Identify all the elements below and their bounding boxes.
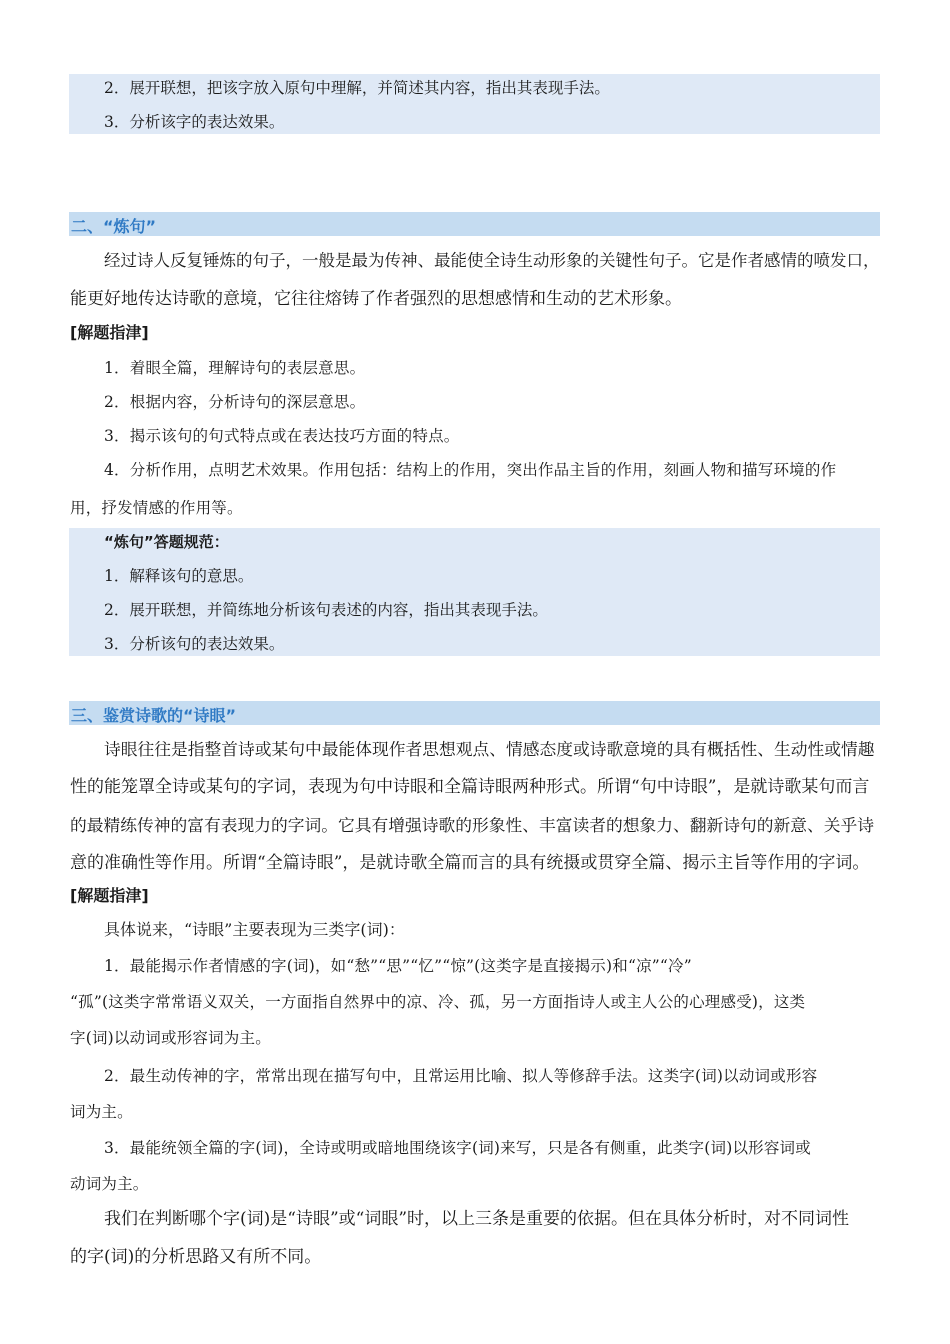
guide-item: 字(词)以动词或形容词为主。 <box>70 1029 271 1047</box>
paragraph-line: 的最精练传神的富有表现力的字词。它具有增强诗歌的形象性、丰富读者的想象力、翻新诗句的新意、关乎诗 <box>70 815 875 835</box>
guide-item: 3．揭示该句的句式特点或在表达技巧方面的特点。 <box>104 427 460 445</box>
guide-item: 用，抒发情感的作用等。 <box>70 499 243 517</box>
paragraph-line: 的字(词)的分析思路又有所不同。 <box>70 1247 322 1267</box>
paragraph-line: 诗眼往往是指整首诗或某句中最能体现作者思想观点、情感态度或诗歌意境的具有概括性、生动性或情趣 <box>104 739 875 759</box>
box-title: “炼句”答题规范： <box>104 533 229 551</box>
box-item-2: 2．展开联想，把该字放入原句中理解，并简述其内容，指出其表现手法。 <box>104 79 610 97</box>
guide-intro: 具体说来，“诗眼”主要表现为三类字(词)： <box>104 920 405 939</box>
section-heading-bar <box>69 701 880 725</box>
paragraph-line: 能更好地传达诗歌的意境，它往往熔铸了作者强烈的思想感情和生动的艺术形象。 <box>70 289 682 309</box>
box-item-3: 3．分析该字的表达效果。 <box>104 113 285 131</box>
paragraph-line: 性的能笼罩全诗或某句的字词，表现为句中诗眼和全篇诗眼两种形式。所谓“句中诗眼”，是就诗歌某句而言 <box>70 777 870 797</box>
guide-item: 4．分析作用，点明艺术效果。作用包括：结构上的作用，突出作品主旨的作用，刻画人物和描写环境的作 <box>104 461 837 479</box>
guide-item: 1．最能揭示作者情感的字(词)，如“愁”“思”“忆”“惊”(这类字是直接揭示)和“凉”“冷” <box>104 957 692 975</box>
box-item-1: 1．解释该句的意思。 <box>104 567 254 585</box>
paragraph-line: 经过诗人反复锤炼的句子，一般是最为传神、最能使全诗生动形象的关键性句子。它是作者感情的喷发口， <box>104 251 880 270</box>
guide-item: 2．最生动传神的字，常常出现在描写句中，且常运用比喻、拟人等修辞手法。这类字(词)以动词或形容 <box>104 1067 818 1085</box>
box-item-3: 3．分析该句的表达效果。 <box>104 635 285 653</box>
guide-label: [解题指津] <box>70 323 149 342</box>
box-item-2: 2．展开联想，并简练地分析该句表述的内容，指出其表现手法。 <box>104 601 548 619</box>
guide-item: 2．根据内容，分析诗句的深层意思。 <box>104 393 366 411</box>
section-heading: 三、鉴赏诗歌的“诗眼” <box>71 706 237 725</box>
guide-label: [解题指津] <box>70 886 149 905</box>
paragraph-line: 意的准确性等作用。所谓“全篇诗眼”，是就诗歌全篇而言的具有统摄或贯穿全篇、揭示主旨等作用的字词。 <box>70 853 870 873</box>
guide-item: 动词为主。 <box>70 1175 149 1193</box>
guide-item: 词为主。 <box>70 1103 133 1121</box>
section-heading-bar <box>69 212 880 236</box>
guide-item: “孤”(这类字常常语义双关，一方面指自然界中的凉、冷、孤，另一方面指诗人或主人公的心理感受)，这类 <box>70 993 806 1011</box>
section-heading: 二、“炼句” <box>71 217 157 236</box>
guide-item: 1．着眼全篇，理解诗句的表层意思。 <box>104 359 366 377</box>
guide-item: 3．最能统领全篇的字(词)，全诗或明或暗地围绕该字(词)来写，只是各有侧重，此类字(词)以形容词或 <box>104 1139 811 1157</box>
paragraph-line: 我们在判断哪个字(词)是“诗眼”或“词眼”时，以上三条是重要的依据。但在具体分析时，对不同词性 <box>104 1209 850 1229</box>
